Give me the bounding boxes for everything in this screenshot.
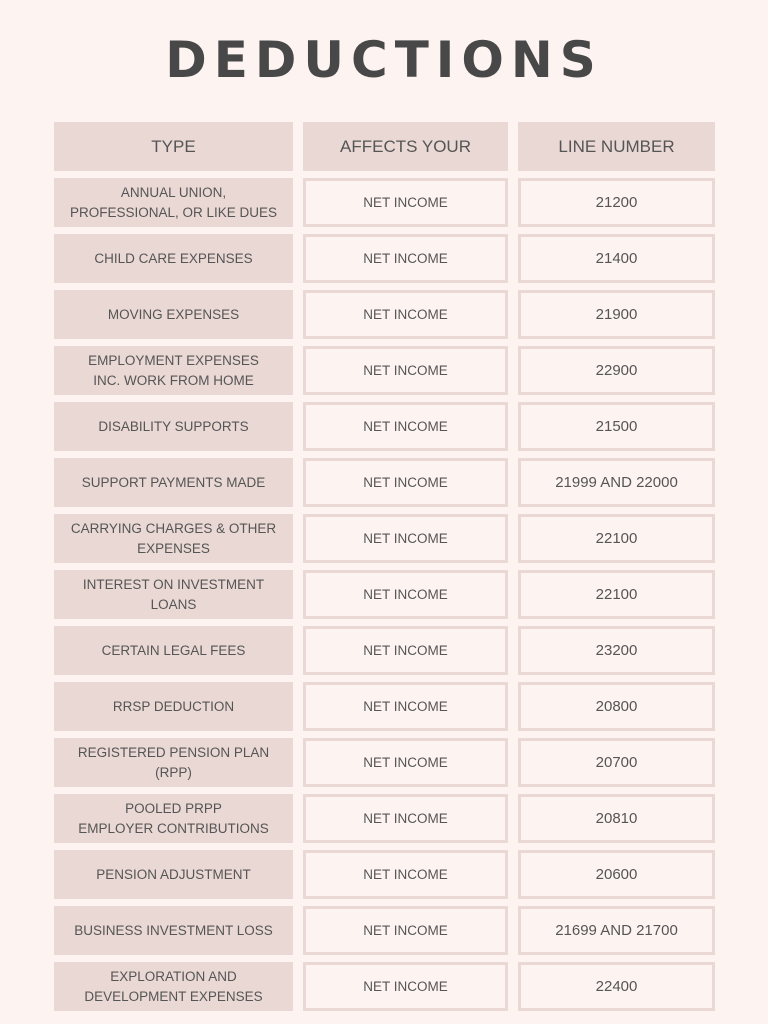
- table-row: [54, 906, 715, 955]
- cell-affects: NET INCOME: [303, 794, 508, 843]
- cell-type: SUPPORT PAYMENTS MADE: [54, 458, 293, 507]
- cell-affects: NET INCOME: [303, 290, 508, 339]
- cell-line-number: 20810: [518, 794, 715, 843]
- cell-line-number: 23200: [518, 626, 715, 675]
- table-row: [54, 570, 715, 619]
- cell-line-number: 21200: [518, 178, 715, 227]
- cell-type: EXPLORATION AND DEVELOPMENT EXPENSES: [54, 962, 293, 1011]
- cell-type: DISABILITY SUPPORTS: [54, 402, 293, 451]
- table-row: [54, 178, 715, 227]
- cell-affects: NET INCOME: [303, 346, 508, 395]
- table-row: [54, 738, 715, 787]
- cell-type: POOLED PRPP EMPLOYER CONTRIBUTIONS: [54, 794, 293, 843]
- cell-type: CERTAIN LEGAL FEES: [54, 626, 293, 675]
- table-row: [54, 514, 715, 563]
- cell-line-number: 21999 AND 22000: [518, 458, 715, 507]
- page-title: DEDUCTIONS: [165, 31, 603, 89]
- cell-affects: NET INCOME: [303, 514, 508, 563]
- header-line-number: LINE NUMBER: [518, 122, 715, 171]
- header-affects: AFFECTS YOUR: [303, 122, 508, 171]
- cell-affects: NET INCOME: [303, 234, 508, 283]
- table-row: [54, 234, 715, 283]
- table-row: [54, 794, 715, 843]
- table-header-row: [54, 122, 715, 171]
- table-row: [54, 962, 715, 1011]
- cell-affects: NET INCOME: [303, 738, 508, 787]
- cell-type: REGISTERED PENSION PLAN (RPP): [54, 738, 293, 787]
- cell-type: INTEREST ON INVESTMENT LOANS: [54, 570, 293, 619]
- cell-type: CARRYING CHARGES & OTHER EXPENSES: [54, 514, 293, 563]
- table-body: [54, 178, 715, 1011]
- cell-affects: NET INCOME: [303, 906, 508, 955]
- table-row: [54, 290, 715, 339]
- table-row: [54, 626, 715, 675]
- cell-type: EMPLOYMENT EXPENSES INC. WORK FROM HOME: [54, 346, 293, 395]
- cell-line-number: 21699 AND 21700: [518, 906, 715, 955]
- cell-line-number: 22900: [518, 346, 715, 395]
- cell-line-number: 21400: [518, 234, 715, 283]
- cell-affects: NET INCOME: [303, 850, 508, 899]
- cell-type: CHILD CARE EXPENSES: [54, 234, 293, 283]
- cell-line-number: 20700: [518, 738, 715, 787]
- cell-affects: NET INCOME: [303, 178, 508, 227]
- cell-line-number: 21500: [518, 402, 715, 451]
- cell-line-number: 20800: [518, 682, 715, 731]
- cell-line-number: 22400: [518, 962, 715, 1011]
- table-row: [54, 402, 715, 451]
- cell-affects: NET INCOME: [303, 402, 508, 451]
- table-row: [54, 682, 715, 731]
- cell-type: BUSINESS INVESTMENT LOSS: [54, 906, 293, 955]
- cell-type: PENSION ADJUSTMENT: [54, 850, 293, 899]
- table-row: [54, 850, 715, 899]
- cell-affects: NET INCOME: [303, 458, 508, 507]
- cell-line-number: 20600: [518, 850, 715, 899]
- table-row: [54, 346, 715, 395]
- deductions-table: [54, 122, 715, 1018]
- cell-affects: NET INCOME: [303, 682, 508, 731]
- cell-affects: NET INCOME: [303, 962, 508, 1011]
- cell-line-number: 22100: [518, 514, 715, 563]
- cell-type: ANNUAL UNION, PROFESSIONAL, OR LIKE DUES: [54, 178, 293, 227]
- header-type: TYPE: [54, 122, 293, 171]
- cell-line-number: 22100: [518, 570, 715, 619]
- cell-affects: NET INCOME: [303, 570, 508, 619]
- table-row: [54, 458, 715, 507]
- cell-line-number: 21900: [518, 290, 715, 339]
- cell-affects: NET INCOME: [303, 626, 508, 675]
- cell-type: MOVING EXPENSES: [54, 290, 293, 339]
- cell-type: RRSP DEDUCTION: [54, 682, 293, 731]
